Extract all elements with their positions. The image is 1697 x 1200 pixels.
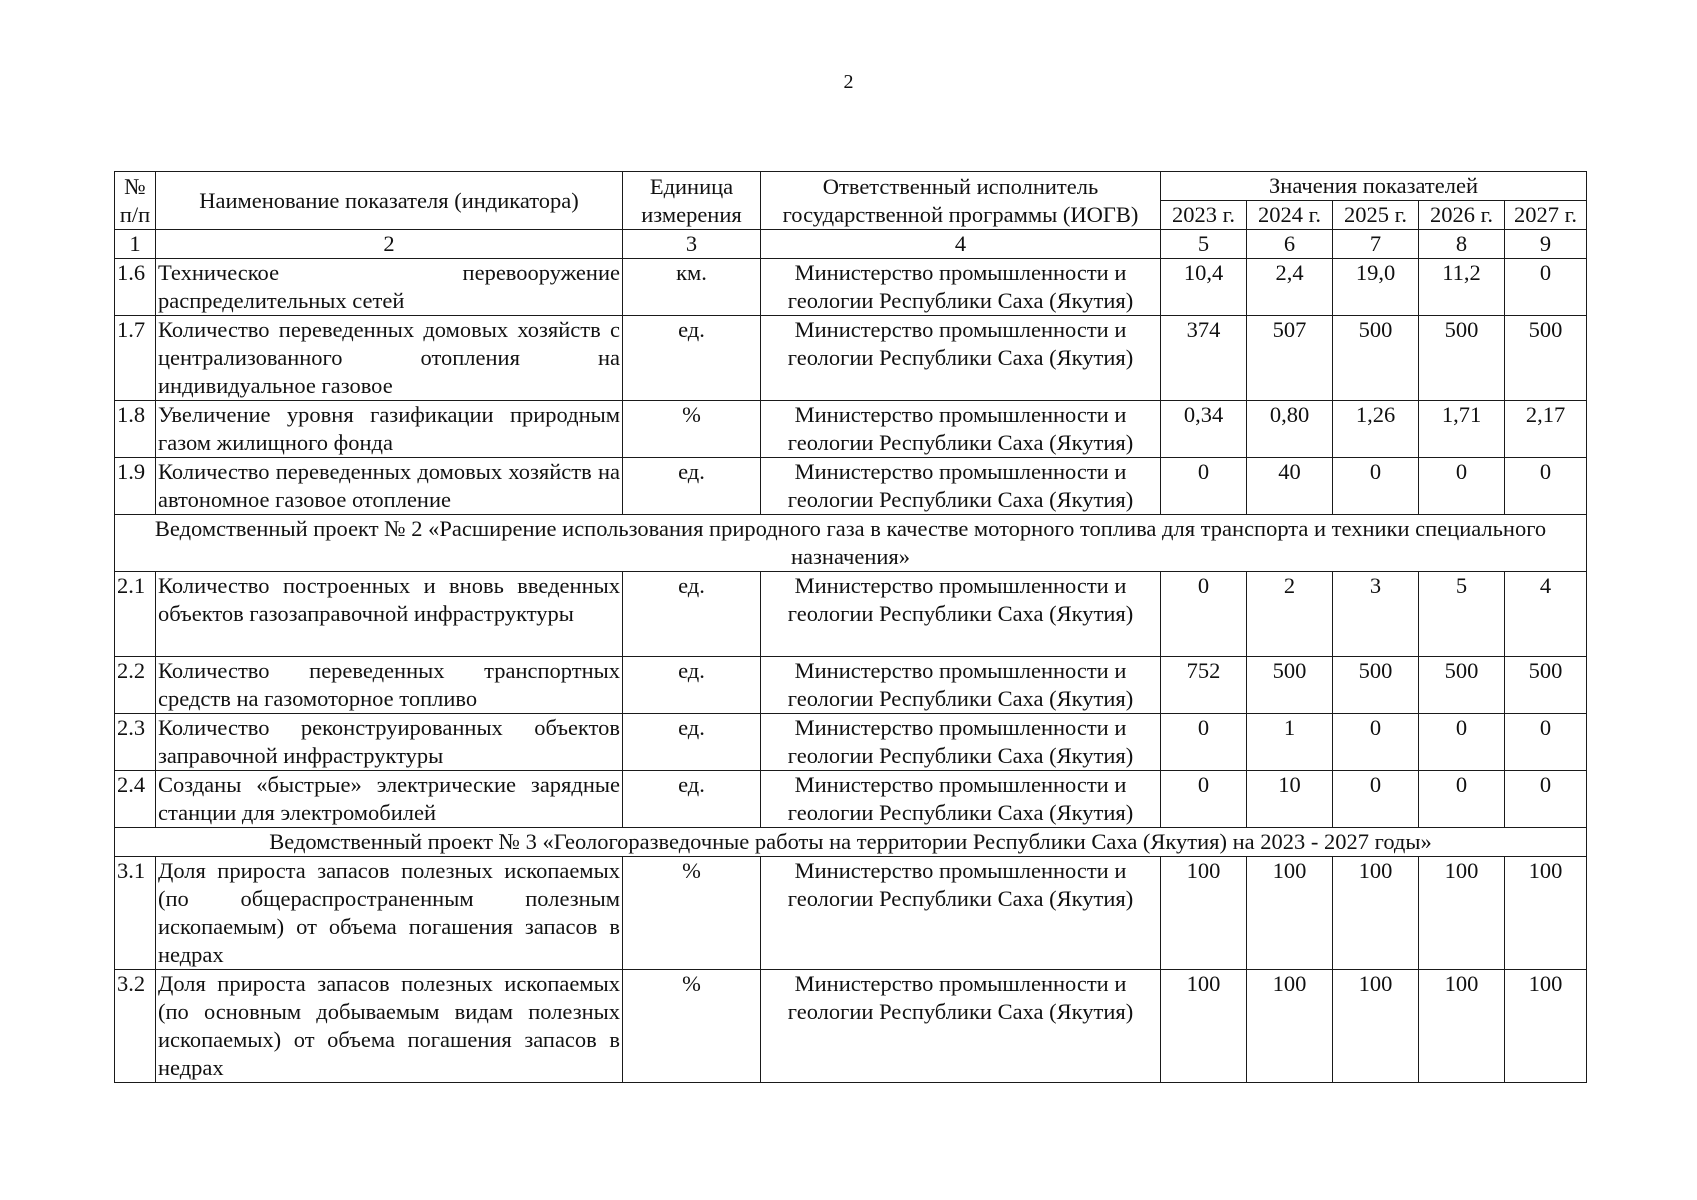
- table-row: [115, 857, 1587, 970]
- row-name: Доля прироста запасов полезных ископаемых (по основным добываемым видам полезных ископаемых) от объема погашения запасов в недрах: [156, 970, 623, 1083]
- row-value: 0: [1505, 771, 1587, 828]
- row-value: 752: [1161, 657, 1247, 714]
- table-row: [115, 714, 1587, 771]
- header-name: Наименование показателя (индикатора): [156, 172, 623, 230]
- header-executor: Ответственный исполнитель государственной программы (ИОГВ): [761, 172, 1161, 230]
- row-unit: %: [623, 857, 761, 970]
- section-title-3: Ведомственный проект № 3 «Геологоразведочные работы на территории Республики Саха (Якутия) на 2023 - 2027 годы»: [115, 828, 1587, 857]
- row-name: Доля прироста запасов полезных ископаемых (по общераспространенным полезным ископаемым) от объема погашения запасов в недрах: [156, 857, 623, 970]
- row-value: 500: [1505, 657, 1587, 714]
- row-value: 100: [1247, 970, 1333, 1083]
- row-value: 100: [1333, 970, 1419, 1083]
- row-num: 2.2: [115, 657, 156, 714]
- row-value: 0: [1161, 572, 1247, 657]
- row-name: Количество переведенных транспортных средств на газомоторное топливо: [156, 657, 623, 714]
- row-value: 0: [1505, 714, 1587, 771]
- header-num: № п/п: [115, 172, 156, 230]
- header-year: 2025 г.: [1333, 201, 1419, 230]
- row-num: 2.3: [115, 714, 156, 771]
- row-executor: Министерство промышленности и геологии Республики Саха (Якутия): [761, 657, 1161, 714]
- row-value: 5: [1419, 572, 1505, 657]
- row-executor: Министерство промышленности и геологии Республики Саха (Якутия): [761, 401, 1161, 458]
- row-value: 1,71: [1419, 401, 1505, 458]
- row-name: Количество переведенных домовых хозяйств с централизованного отопления на индивидуальное газовое: [156, 316, 623, 401]
- row-value: 1: [1247, 714, 1333, 771]
- header-year: 2024 г.: [1247, 201, 1333, 230]
- row-num: 2.4: [115, 771, 156, 828]
- row-value: 1,26: [1333, 401, 1419, 458]
- row-value: 19,0: [1333, 259, 1419, 316]
- column-number: 3: [623, 230, 761, 259]
- table-row: [115, 259, 1587, 316]
- row-value: 4: [1505, 572, 1587, 657]
- row-executor: Министерство промышленности и геологии Республики Саха (Якутия): [761, 572, 1161, 657]
- row-value: 100: [1247, 857, 1333, 970]
- row-num: 1.6: [115, 259, 156, 316]
- row-value: 0,34: [1161, 401, 1247, 458]
- column-number: 5: [1161, 230, 1247, 259]
- table-row: [115, 316, 1587, 401]
- row-value: 0: [1419, 458, 1505, 515]
- row-name: Увеличение уровня газификации природным газом жилищного фонда: [156, 401, 623, 458]
- column-number: 4: [761, 230, 1161, 259]
- column-number: 8: [1419, 230, 1505, 259]
- table-row: [115, 401, 1587, 458]
- row-value: 0: [1505, 458, 1587, 515]
- row-unit: %: [623, 401, 761, 458]
- column-number: 2: [156, 230, 623, 259]
- header-unit: Единица измерения: [623, 172, 761, 230]
- table-row: [115, 657, 1587, 714]
- row-name: Количество переведенных домовых хозяйств на автономное газовое отопление: [156, 458, 623, 515]
- row-value: 0,80: [1247, 401, 1333, 458]
- header-year: 2027 г.: [1505, 201, 1587, 230]
- row-value: 2: [1247, 572, 1333, 657]
- row-unit: км.: [623, 259, 761, 316]
- row-value: 500: [1419, 316, 1505, 401]
- row-executor: Министерство промышленности и геологии Республики Саха (Якутия): [761, 316, 1161, 401]
- row-unit: ед.: [623, 771, 761, 828]
- row-num: 3.1: [115, 857, 156, 970]
- row-unit: ед.: [623, 316, 761, 401]
- column-number: 9: [1505, 230, 1587, 259]
- page-number: 2: [843, 71, 854, 93]
- row-executor: Министерство промышленности и геологии Республики Саха (Якутия): [761, 458, 1161, 515]
- row-unit: %: [623, 970, 761, 1083]
- row-num: 1.8: [115, 401, 156, 458]
- row-value: 11,2: [1419, 259, 1505, 316]
- row-value: 500: [1247, 657, 1333, 714]
- row-value: 0: [1333, 458, 1419, 515]
- row-value: 0: [1419, 771, 1505, 828]
- row-value: 10,4: [1161, 259, 1247, 316]
- row-executor: Министерство промышленности и геологии Республики Саха (Якутия): [761, 259, 1161, 316]
- row-value: 2,4: [1247, 259, 1333, 316]
- table-row: [115, 970, 1587, 1083]
- row-value: 507: [1247, 316, 1333, 401]
- row-value: 0: [1333, 771, 1419, 828]
- row-value: 100: [1419, 970, 1505, 1083]
- row-num: 2.1: [115, 572, 156, 657]
- indicators-table: [114, 171, 1587, 1083]
- row-value: 500: [1505, 316, 1587, 401]
- row-unit: ед.: [623, 657, 761, 714]
- row-value: 100: [1161, 970, 1247, 1083]
- row-name: Количество построенных и вновь введенных объектов газозаправочной инфраструктуры: [156, 572, 623, 657]
- row-value: 2,17: [1505, 401, 1587, 458]
- row-executor: Министерство промышленности и геологии Республики Саха (Якутия): [761, 857, 1161, 970]
- row-value: 3: [1333, 572, 1419, 657]
- column-number: 7: [1333, 230, 1419, 259]
- table-row: [115, 458, 1587, 515]
- header-values-group: Значения показателей: [1161, 172, 1587, 201]
- row-value: 500: [1419, 657, 1505, 714]
- section-row: [115, 828, 1587, 857]
- row-value: 374: [1161, 316, 1247, 401]
- row-executor: Министерство промышленности и геологии Республики Саха (Якутия): [761, 714, 1161, 771]
- row-name: Количество реконструированных объектов заправочной инфраструктуры: [156, 714, 623, 771]
- row-value: 500: [1333, 316, 1419, 401]
- column-number: 1: [115, 230, 156, 259]
- row-value: 100: [1505, 970, 1587, 1083]
- row-num: 3.2: [115, 970, 156, 1083]
- row-executor: Министерство промышленности и геологии Республики Саха (Якутия): [761, 970, 1161, 1083]
- header-year: 2026 г.: [1419, 201, 1505, 230]
- row-value: 0: [1161, 771, 1247, 828]
- row-unit: ед.: [623, 458, 761, 515]
- row-value: 100: [1505, 857, 1587, 970]
- row-value: 0: [1161, 714, 1247, 771]
- row-value: 0: [1161, 458, 1247, 515]
- row-value: 10: [1247, 771, 1333, 828]
- row-executor: Министерство промышленности и геологии Республики Саха (Якутия): [761, 771, 1161, 828]
- row-value: 0: [1505, 259, 1587, 316]
- row-unit: ед.: [623, 572, 761, 657]
- row-num: 1.7: [115, 316, 156, 401]
- header-year: 2023 г.: [1161, 201, 1247, 230]
- row-value: 0: [1419, 714, 1505, 771]
- section-row: [115, 515, 1587, 572]
- row-name: Техническое перевооружение распределительных сетей: [156, 259, 623, 316]
- table-row: [115, 771, 1587, 828]
- section-title-2: Ведомственный проект № 2 «Расширение использования природного газа в качестве моторного топлива для транспорта и техники специального назначения»: [115, 515, 1587, 572]
- row-value: 100: [1333, 857, 1419, 970]
- table-row: [115, 572, 1587, 657]
- row-unit: ед.: [623, 714, 761, 771]
- row-value: 500: [1333, 657, 1419, 714]
- row-value: 100: [1161, 857, 1247, 970]
- row-value: 100: [1419, 857, 1505, 970]
- row-name: Созданы «быстрые» электрические зарядные станции для электромобилей: [156, 771, 623, 828]
- row-value: 0: [1333, 714, 1419, 771]
- row-num: 1.9: [115, 458, 156, 515]
- row-value: 40: [1247, 458, 1333, 515]
- column-number: 6: [1247, 230, 1333, 259]
